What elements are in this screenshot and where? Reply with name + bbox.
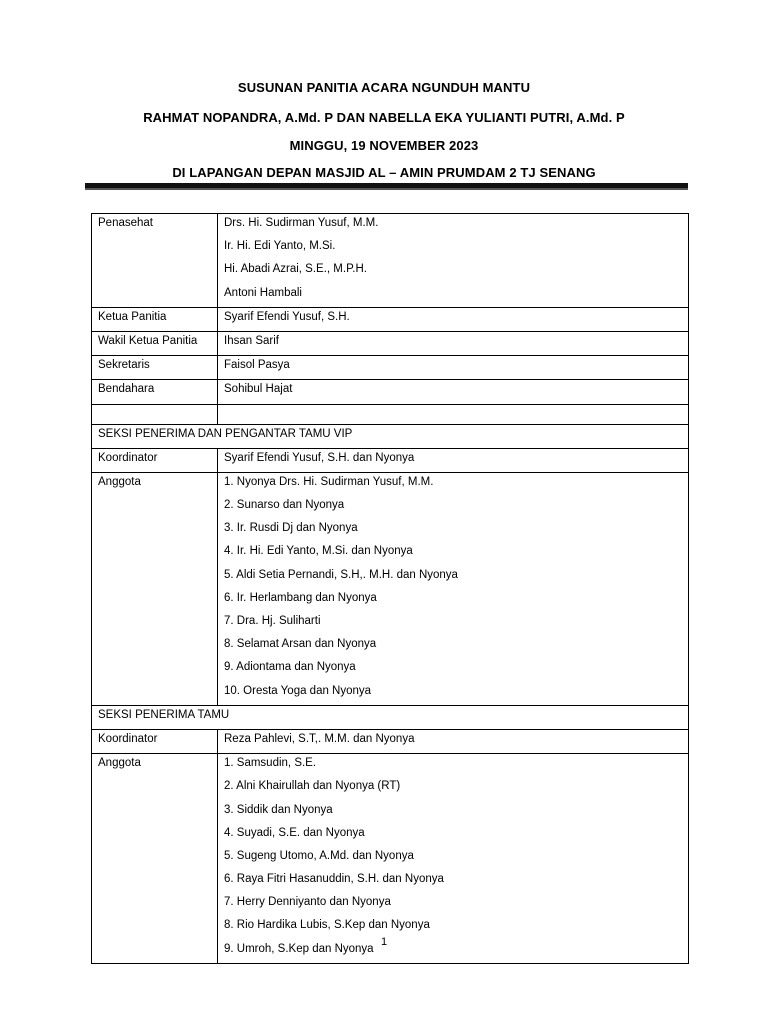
document-title: SUSUNAN PANITIA ACARA NGUNDUH MANTU — [237, 80, 531, 95]
list-item: 10. Oresta Yoga dan Nyonya — [224, 684, 372, 697]
row-label: Bendahara — [98, 383, 155, 396]
table-row — [92, 448, 689, 472]
list-item: Ir. Hi. Edi Yanto, M.Si. — [224, 240, 336, 253]
list-item: 3. Siddik dan Nyonya — [224, 803, 333, 816]
list-item: Hi. Abadi Azrai, S.E., M.P.H. — [224, 263, 367, 276]
row-value: Ihsan Sarif — [224, 334, 279, 347]
table-row — [92, 754, 689, 964]
section-header-row — [92, 705, 689, 729]
list-item: 1. Nyonya Drs. Hi. Sudirman Yusuf, M.M. — [224, 475, 434, 488]
list-item: 2. Alni Khairullah dan Nyonya (RT) — [224, 780, 401, 793]
list-item: 3. Ir. Rusdi Dj dan Nyonya — [224, 522, 358, 535]
list-item: 9. Adiontama dan Nyonya — [224, 661, 356, 674]
section-title: SEKSI PENERIMA TAMU — [98, 708, 230, 721]
list-item: 8. Rio Hardika Lubis, S.Kep dan Nyonya — [224, 919, 430, 932]
row-label: Koordinator — [98, 451, 158, 464]
row-value: Reza Pahlevi, S.T,. M.M. dan Nyonya — [224, 732, 415, 745]
list-item: 8. Selamat Arsan dan Nyonya — [224, 638, 377, 651]
row-value: Faisol Pasya — [224, 359, 290, 372]
section-title: SEKSI PENERIMA DAN PENGANTAR TAMU VIP — [98, 427, 353, 440]
row-label: Ketua Panitia — [98, 310, 167, 323]
table-row — [92, 307, 689, 331]
list-item: 6. Ir. Herlambang dan Nyonya — [224, 591, 377, 604]
row-value: Syarif Efendi Yusuf, S.H. — [224, 310, 350, 323]
list-item: 7. Herry Denniyanto dan Nyonya — [224, 896, 391, 909]
table-row — [92, 380, 689, 404]
row-value: Sohibul Hajat — [224, 383, 293, 396]
row-label: Anggota — [98, 757, 141, 770]
list-item: 6. Raya Fitri Hasanuddin, S.H. dan Nyonya — [224, 873, 444, 886]
event-date: MINGGU, 19 NOVEMBER 2023 — [289, 138, 479, 153]
table-row — [92, 729, 689, 753]
table-row — [92, 472, 689, 705]
list-item: Antoni Hambali — [224, 286, 302, 299]
empty-row — [92, 404, 689, 424]
event-location: DI LAPANGAN DEPAN MASJID AL – AMIN PRUMDAM 2 TJ SENANG — [172, 165, 596, 180]
list-item: 4. Suyadi, S.E. dan Nyonya — [224, 826, 365, 839]
table-row — [92, 214, 689, 308]
list-item: 1. Samsudin, S.E. — [224, 757, 317, 770]
section-header-row — [92, 424, 689, 448]
row-label: Anggota — [98, 475, 141, 488]
list-item: Drs. Hi. Sudirman Yusuf, M.M. — [224, 217, 379, 229]
row-label: Sekretaris — [98, 359, 150, 372]
table-row — [92, 356, 689, 380]
list-item: 7. Dra. Hj. Suliharti — [224, 615, 321, 627]
list-item: 9. Umroh, S.Kep dan Nyonya — [224, 942, 374, 955]
list-item: 2. Sunarso dan Nyonya — [224, 499, 345, 512]
committee-table — [91, 213, 689, 964]
list-item: 5. Aldi Setia Pernandi, S.H,. M.H. dan Nyonya — [224, 568, 458, 581]
couple-names: RAHMAT NOPANDRA, A.Md. P DAN NABELLA EKA YULIANTI PUTRI, A.Md. P — [143, 110, 625, 125]
header-divider — [85, 183, 688, 190]
list-item: 5. Sugeng Utomo, A.Md. dan Nyonya — [224, 849, 414, 862]
table-row — [92, 331, 689, 355]
row-value: Syarif Efendi Yusuf, S.H. dan Nyonya — [224, 451, 415, 464]
list-item: 4. Ir. Hi. Edi Yanto, M.Si. dan Nyonya — [224, 545, 413, 558]
page-number: 1 — [380, 936, 388, 948]
row-label: Koordinator — [98, 732, 158, 745]
row-label: Wakil Ketua Panitia — [98, 334, 198, 347]
row-label: Penasehat — [98, 217, 153, 229]
